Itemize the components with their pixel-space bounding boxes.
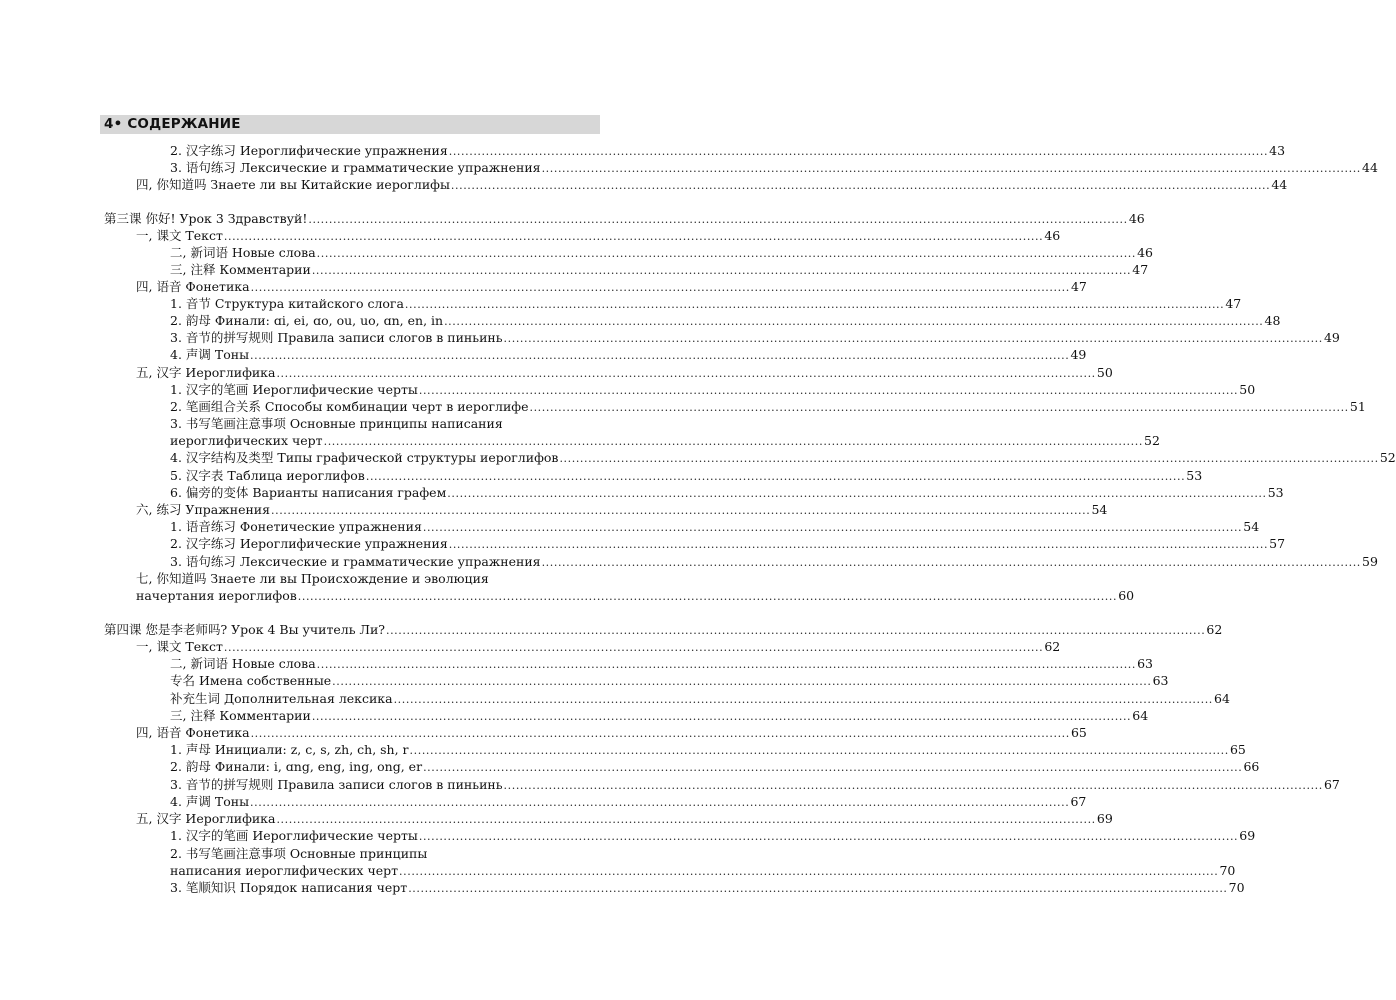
toc-entry[interactable]: 一, 课文 Текст ........................................................................................................................................................................................................ 46 xyxy=(136,228,1061,243)
toc-entry[interactable]: 五, 汉字 Иероглифика ........................................................................................................................................................................................................ 50 xyxy=(136,365,1113,380)
leader-dots: ........................................................................................................................................................................................................ xyxy=(529,401,1349,414)
toc-entry[interactable]: 2. 韵母 Финали: ɑi, ei, ɑo, ou, uo, ɑn, en, in ........................................................................................................................................................................................................ 48 xyxy=(170,313,1281,328)
toc-entry-continued[interactable]: начертания иероглифов ........................................................................................................................................................................................................ 60 xyxy=(136,588,1135,603)
leader-dots: ........................................................................................................................................................................................................ xyxy=(250,349,1070,362)
leader-dots: ........................................................................................................................................................................................................ xyxy=(423,761,1243,774)
leader-dots: ........................................................................................................................................................................................................ xyxy=(332,675,1152,688)
toc-entry[interactable]: 2. 书写笔画注意事项 Основные принципы xyxy=(170,846,428,861)
toc-entry[interactable]: 1. 语音练习 Фонетические упражнения ........................................................................................................................................................................................................ 54 xyxy=(170,519,1260,534)
toc-lesson-heading[interactable]: 第三课 你好! Урок 3 Здравствуй! ........................................................................................................................................................................................................ 46 xyxy=(104,211,1145,226)
leader-dots: ........................................................................................................................................................................................................ xyxy=(541,162,1361,175)
page-header-title: 4• СОДЕРЖАНИЕ xyxy=(104,116,241,132)
toc-entry[interactable]: 六, 练习 Упражнения ........................................................................................................................................................................................................ 54 xyxy=(136,502,1108,517)
toc-entry[interactable]: 七, 你知道吗 Знаете ли вы Происхождение и эволюция xyxy=(136,571,489,586)
leader-dots: ........................................................................................................................................................................................................ xyxy=(559,452,1379,465)
leader-dots: ........................................................................................................................................................................................................ xyxy=(447,487,1267,500)
leader-dots: ........................................................................................................................................................................................................ xyxy=(409,744,1229,757)
toc-entry[interactable]: 2. 汉字练习 Иероглифические упражнения ........................................................................................................................................................................................................ 43 xyxy=(170,143,1286,158)
leader-dots: ........................................................................................................................................................................................................ xyxy=(316,247,1136,260)
leader-dots: ........................................................................................................................................................................................................ xyxy=(404,298,1225,311)
leader-dots: ........................................................................................................................................................................................................ xyxy=(418,830,1239,843)
toc-entry[interactable]: 二, 新词语 Новые слова ........................................................................................................................................................................................................ 63 xyxy=(170,656,1153,671)
toc-entry[interactable]: 3. 语句练习 Лексические и грамматические упражнения ........................................................................................................................................................................................................ 44 xyxy=(170,160,1378,175)
toc-lesson-heading[interactable]: 第四课 您是李老师吗? Урок 4 Вы учитель Ли? ........................................................................................................................................................................................................ 62 xyxy=(104,622,1223,637)
leader-dots: ........................................................................................................................................................................................................ xyxy=(399,865,1219,878)
toc-entry-continued[interactable]: иероглифических черт ........................................................................................................................................................................................................ 52 xyxy=(170,433,1160,448)
toc-entry[interactable]: 2. 韵母 Финали: i, ɑng, eng, ing, ong, er ........................................................................................................................................................................................................ 66 xyxy=(170,759,1260,774)
leader-dots: ........................................................................................................................................................................................................ xyxy=(503,332,1323,345)
leader-dots: ........................................................................................................................................................................................................ xyxy=(276,813,1096,826)
toc-entry[interactable]: 2. 笔画组合关系 Способы комбинации черт в иероглифе ........................................................................................................................................................................................................ 51 xyxy=(170,399,1366,414)
leader-dots: ........................................................................................................................................................................................................ xyxy=(311,710,1132,723)
leader-dots: ........................................................................................................................................................................................................ xyxy=(250,727,1070,740)
toc-entry[interactable]: 一, 课文 Текст ........................................................................................................................................................................................................ 62 xyxy=(136,639,1061,654)
leader-dots: ........................................................................................................................................................................................................ xyxy=(541,556,1361,569)
leader-dots: ........................................................................................................................................................................................................ xyxy=(323,435,1143,448)
toc-entry-continued[interactable]: написания иероглифических черт ........................................................................................................................................................................................................ 70 xyxy=(170,863,1236,878)
toc-entry[interactable]: 6. 偏旁的变体 Варианты написания графем ........................................................................................................................................................................................................ 53 xyxy=(170,485,1284,500)
leader-dots: ........................................................................................................................................................................................................ xyxy=(408,882,1228,895)
toc-entry[interactable]: 专名 Имена собственные ........................................................................................................................................................................................................ 63 xyxy=(170,673,1169,688)
leader-dots: ........................................................................................................................................................................................................ xyxy=(250,281,1070,294)
leader-dots: ........................................................................................................................................................................................................ xyxy=(503,779,1323,792)
toc-entry[interactable]: 3. 音节的拼写规则 Правила записи слогов в пиньинь ........................................................................................................................................................................................................ 49 xyxy=(170,330,1340,345)
toc-entry[interactable]: 4. 声调 Тоны ........................................................................................................................................................................................................ 67 xyxy=(170,794,1087,809)
leader-dots: ........................................................................................................................................................................................................ xyxy=(448,145,1269,158)
leader-dots: ........................................................................................................................................................................................................ xyxy=(316,658,1136,671)
toc-entry[interactable]: 3. 语句练习 Лексические и грамматические упражнения ........................................................................................................................................................................................................ 59 xyxy=(170,554,1378,569)
leader-dots: ........................................................................................................................................................................................................ xyxy=(250,796,1070,809)
toc-entry[interactable]: 3. 书写笔画注意事项 Основные принципы написания xyxy=(170,416,503,431)
leader-dots: ........................................................................................................................................................................................................ xyxy=(276,367,1096,380)
toc-entry[interactable]: 五, 汉字 Иероглифика ........................................................................................................................................................................................................ 69 xyxy=(136,811,1113,826)
toc-entry[interactable]: 补充生词 Дополнительная лексика ........................................................................................................................................................................................................ 64 xyxy=(170,691,1230,706)
leader-dots: ........................................................................................................................................................................................................ xyxy=(444,315,1264,328)
leader-dots: ........................................................................................................................................................................................................ xyxy=(308,213,1128,226)
toc-entry[interactable]: 三, 注释 Комментарии ........................................................................................................................................................................................................ 64 xyxy=(170,708,1149,723)
toc-entry[interactable]: 4. 声调 Тоны ........................................................................................................................................................................................................ 49 xyxy=(170,347,1087,362)
toc-entry[interactable]: 1. 汉字的笔画 Иероглифические черты ........................................................................................................................................................................................................ 50 xyxy=(170,382,1256,397)
leader-dots: ........................................................................................................................................................................................................ xyxy=(365,470,1186,483)
toc-entry[interactable]: 1. 声母 Инициали: z, c, s, zh, ch, sh, r ........................................................................................................................................................................................................ 65 xyxy=(170,742,1246,757)
toc-entry[interactable]: 三, 注释 Комментарии ........................................................................................................................................................................................................ 47 xyxy=(170,262,1149,277)
toc-entry[interactable]: 1. 汉字的笔画 Иероглифические черты ........................................................................................................................................................................................................ 69 xyxy=(170,828,1256,843)
leader-dots: ........................................................................................................................................................................................................ xyxy=(311,264,1132,277)
leader-dots: ........................................................................................................................................................................................................ xyxy=(223,641,1044,654)
leader-dots: ........................................................................................................................................................................................................ xyxy=(422,521,1243,534)
toc-entry[interactable]: 四, 你知道吗 Знаете ли вы Китайские иероглифы ........................................................................................................................................................................................................ 44 xyxy=(136,177,1288,192)
toc-entry[interactable]: 4. 汉字结构及类型 Типы графической структуры иероглифов ........................................................................................................................................................................................................ 52 xyxy=(170,450,1396,465)
leader-dots: ........................................................................................................................................................................................................ xyxy=(223,230,1044,243)
toc-entry[interactable]: 5. 汉字表 Таблица иероглифов ........................................................................................................................................................................................................ 53 xyxy=(170,468,1203,483)
leader-dots: ........................................................................................................................................................................................................ xyxy=(385,624,1206,637)
leader-dots: ........................................................................................................................................................................................................ xyxy=(450,179,1271,192)
leader-dots: ........................................................................................................................................................................................................ xyxy=(448,538,1269,551)
leader-dots: ........................................................................................................................................................................................................ xyxy=(418,384,1239,397)
leader-dots: ........................................................................................................................................................................................................ xyxy=(393,693,1213,706)
toc-entry[interactable]: 2. 汉字练习 Иероглифические упражнения ........................................................................................................................................................................................................ 57 xyxy=(170,536,1286,551)
toc-entry[interactable]: 四, 语音 Фонетика ........................................................................................................................................................................................................ 65 xyxy=(136,725,1087,740)
toc-entry[interactable]: 1. 音节 Структура китайского слога ........................................................................................................................................................................................................ 47 xyxy=(170,296,1242,311)
toc-entry[interactable]: 3. 音节的拼写规则 Правила записи слогов в пиньинь ........................................................................................................................................................................................................ 67 xyxy=(170,777,1340,792)
toc-entry[interactable]: 四, 语音 Фонетика ........................................................................................................................................................................................................ 47 xyxy=(136,279,1087,294)
toc-entry[interactable]: 3. 笔顺知识 Порядок написания черт ........................................................................................................................................................................................................ 70 xyxy=(170,880,1245,895)
toc-entry[interactable]: 二, 新词语 Новые слова ........................................................................................................................................................................................................ 46 xyxy=(170,245,1153,260)
leader-dots: ........................................................................................................................................................................................................ xyxy=(297,590,1118,603)
leader-dots: ........................................................................................................................................................................................................ xyxy=(271,504,1091,517)
